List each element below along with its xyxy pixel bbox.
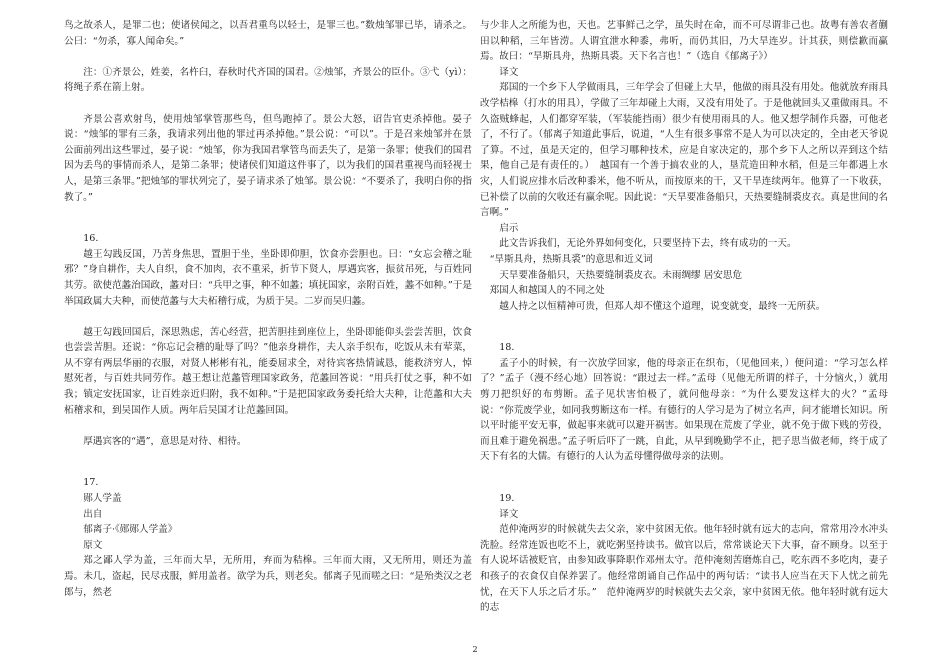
difference-answer: 越人持之以恒精神可贵，但郑人却不懂这个道理，说变就变，最终一无所获。 (499, 300, 826, 312)
annotation-note: 注：①齐景公，姓姜，名杵臼，春秋时代齐国的国君。②烛邹，齐景公的臣仆。③弋（yì）：将绳子系在箭上射。 (64, 66, 472, 94)
page-number: 2 (472, 645, 478, 654)
section-16-original: 越王勾践反国，乃苦身焦思，置胆于坐，坐卧即仰胆，饮食亦尝胆也。曰：“女忘会稽之耻邪？”身自耕作，夫人自织，食不加肉，衣不重采，折节下贤人，厚遇宾客，振贫吊死，与百姓同其劳。欲使范蠡治国政，蠡对曰：“兵甲之事，种不如蠡；填抚国家，亲附百姓，蠡不如种。”于是举国政属大夫种，而使范蠡与大夫柘稽行成，为质于吴。二岁而吴归蠡。 (64, 248, 472, 307)
meaning-question: “旱斯具舟，热斯具裘”的意思和近义词 (489, 253, 653, 265)
right-column (480, 18, 888, 616)
section-16-translation: 越王勾践回国后，深思熟虑，苦心经营，把苦胆挂到座位上，坐卧即能仰头尝尝苦胆，饮食也尝尝苦胆。还说：“你忘记会稽的耻辱了吗？”他亲身耕作，夫人亲手织布，吃饭从未有荤菜，从不穿有两层华丽的衣服，对贤人彬彬有礼，能委屈求全，对待宾客热情诚恳，能救济穷人，悼慰死者，与百姓共同劳作。越王想让范蠡管理国家政务，范蠡回答说：“用兵打仗之事，种不如我；镇定安抚国家，让百姓亲近归附，我不如种。”于是把国家政务委托给大夫种，让范蠡和大夫柘稽求和，到吴国作人质。两年后吴国才让范蠡回国。 (64, 326, 472, 416)
translation-label: 译文 (499, 66, 519, 78)
translation-paragraph: 齐景公喜欢射鸟，使用烛邹掌管那些鸟，但鸟跑掉了。景公大怒，诏告官吏杀掉他。晏子说：“烛邹的罪有三条，我请求列出他的罪过再杀掉他。”景公说：“可以”。于是召来烛邹并在景公面前列出这些罪过，晏子说：“烛邹，你为我国君掌管鸟而丢失了，是第一条罪；使我们的国君因为丢鸟的事情而杀人，是第二条罪；使诸侯们知道这件事了，以为我们的国君重视鸟而轻视士人，是第三条罪。”把烛邹的罪状列完了，晏子请求杀了烛邹。景公说：“不要杀了，我明白你的指教了。” (64, 113, 472, 203)
section-18-text: 孟子小的时候，有一次放学回家，他的母亲正在织布，（见他回来，）便问道：“学习怎么样了？”孟子（漫不经心地）回答说：“跟过去一样。”孟母（见他无所谓的样子，十分恼火，）就用剪刀把织好的布剪断。孟子见状害怕极了，就问他母亲：“为什么要发这样大的火？”孟母说：“你荒废学业，如同我剪断这布一样。有德行的人学习是为了树立名声，问才能增长知识。所以平时能平安无事，做起事来就可以避开祸害。如果现在荒废了学业，就不免于做下贱的劳役，而且难于避免祸患。”孟子听后吓了一跳，自此，从早到晚勤学不止，把子思当做老师，终于成了天下有名的大儒。有德行的人认为孟母懂得做母亲的法则。 (480, 357, 888, 463)
story-ending-paragraph: 鸟之故杀人，是罪二也；使诸侯闻之，以吾君重鸟以轻士，是罪三也。”数烛邹罪已毕，请杀之。公曰：“勿杀，寡人闻命矣。” (64, 20, 472, 47)
section-number-17: 17. (83, 477, 99, 489)
section-19-text: 范仲淹两岁的时候就失去父亲，家中贫困无依。他年轻时就有远大的志向，常常用冷水冲头洗脸。经常连饭也吃不上，就吃粥坚持读书。做官以后，常常谈论天下大事，奋不顾身。以至于有人说坏话被贬官，由参知政事降职作邓州太守。范仲淹刻苦磨炼自己，吃东西不多吃肉，妻子和孩子的衣食仅自保养罢了。他经常朗诵自己作品中的两句话：“读书人应当在天下人忧之前先忧，在天下人乐之后才乐。” 范仲淹两岁的时候就失去父亲，家中贫困无依。他年轻时就有远大的志 (480, 524, 888, 614)
source-label: 出自 (83, 508, 103, 520)
section-17-title: 郧人学盖 (83, 493, 122, 505)
section-number-19: 19. (499, 493, 515, 505)
section-number-16: 16. (83, 233, 99, 245)
inspiration-label: 启示 (499, 222, 519, 234)
meaning-answer: 天旱要准备船只，天热要缝制裘皮衣。未雨绸缪 居安思危 (499, 269, 743, 281)
source-text: 郁离子·《郧郧人学盖》 (83, 524, 178, 536)
inspiration-text: 此文告诉我们，无论外界如何变化，只要坚持下去，终有成功的一天。 (499, 238, 797, 250)
section-number-18: 18. (499, 342, 515, 354)
section-19-translation-label: 译文 (499, 508, 519, 520)
section-17-translation: 郑国的一个乡下人学做雨具，三年学会了但碰上大旱，他做的雨具没有用处。他就放弃雨具改学桔槔（打水的用具），学做了三年却碰上大雨，又没有用处了。于是他就回头又重做雨具。不久盗贼蜂起，人们都穿军装，（军装能挡雨）很少有使用雨具的人。他又想学制作兵器，可他老了，不行了。（郁离子知道此事后，说道，“人生有很多事常不是人为可以决定的，全由老天爷说了算。不过，虽是天定的，但学习哪种技术，应是自家决定的，那个乡下人之所以弄到这个结果，他自己是有责任的。） 越国有一个善于搞农业的人，垦荒造田种水稻，但是三年都遇上水灾，人们说应排水后改种黍米，他不听从，而按原来的干，又干旱连续两年。他算了一下收获，已补偿了以前的欠收还有赢余呢。因此说：“天旱要准备船只，天热要缝制裘皮衣。真是世间的名言啊。” (480, 82, 888, 219)
difference-question: 郑国人和越国人的不同之处 (489, 285, 605, 297)
left-column (64, 18, 472, 600)
section-17-original: 郑之鄙人学为盖，三年而大旱，无所用，弃而为秸槔。三年而大雨，又无所用，则还为盖焉。未几，盗起，民尽戎服，鲜用盖者。欲学为兵，则老矣。郁离子见而嗟之曰：“是殆类汉之老郎与，然老 (64, 555, 472, 598)
section-17-original-continued: 与少非人之所能为也，天也。艺事鲜己之学，虽失时在命，而不可尽谓非己也。故粤有善农者蒯田以种稻，三年皆涝。人谓宜泄水种黍，弗听，而仍其旧，乃大旱连岁。计其获，则偿歉而赢焉。故曰：“旱斯具舟，热斯具裘。天下名言也！”（选自《郁离子》） (480, 20, 888, 63)
section-16-note: 厚遇宾客的“遇”，意思是对待、相待。 (83, 435, 247, 447)
original-label: 原文 (83, 539, 103, 551)
